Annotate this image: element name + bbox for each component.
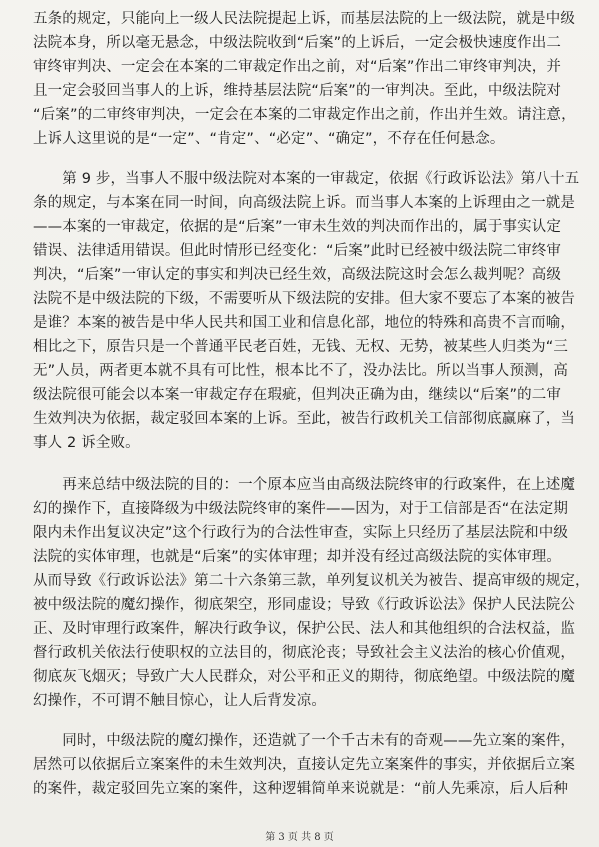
- text-line: 法院本身，所以毫无悬念，中级法院收到“后案”的上诉后，一定会极快速度作出二: [33, 35, 562, 51]
- paragraph: [33, 167, 580, 455]
- text-line: 幻的操作下，直接降级为中级法院终审的案件——因为，对于工信部是否“在法定期: [33, 501, 569, 517]
- paragraph: [33, 729, 576, 801]
- text-line: “后案”的二审终审判决，一定会在本案的二审裁定作出之前，作出并生效。请注意，: [33, 107, 576, 123]
- document-body: [33, 7, 590, 801]
- text-line: 条的规定，与本案在同一时间，向高级法院上诉。而当事人本案的上诉理由之一就是: [33, 195, 576, 211]
- text-line: ——本案的一审裁定，依据的是“后案”一审未生效的判决而作出的，属于事实认定: [33, 219, 562, 235]
- text-line: 被中级法院的魔幻操作，彻底架空，形同虚设；导致《行政诉讼法》保护人民法院公: [33, 597, 576, 613]
- text-line: 再来总结中级法院的目的：一个原本应当由高级法院终审的行政案件，在上述魔: [33, 477, 576, 493]
- text-line: 五条的规定，只能向上一级人民法院提起上诉，而基层法院的上一级法院，就是中级: [33, 11, 576, 27]
- text-line: 限内未作出复议决定”这个行政行为的合法性审查，实际上只经历了基层法院和中级: [33, 525, 569, 541]
- text-line: 督行政机关依法行使职权的立法目的，彻底沦丧；导致社会主义法治的核心价值观，: [33, 645, 576, 661]
- text-line: 审终审判决、一定会在本案的二审裁定作出之前，对“后案”作出二审终审判决，并: [33, 59, 562, 75]
- text-line: 居然可以依据后立案案件的未生效判决，直接认定先立案案件的事实，并依据后立案: [33, 757, 576, 773]
- text-line: 判决，“后案”一审认定的事实和判决已经生效，高级法院这时会怎么裁判呢？高级: [33, 267, 562, 283]
- text-line: 事人 2 诉全败。: [33, 435, 140, 451]
- page-footer: 第 3 页 共 8 页: [265, 832, 334, 843]
- text-line: 的案件，裁定驳回先立案的案件，这种逻辑简单来说就是：“前人先乘凉，后人后种: [33, 781, 569, 797]
- text-line: 相比之下，原告只是一个普通平民老百姓，无钱、无权、无势，被某些人归类为“三: [33, 339, 569, 355]
- paragraph-gap: [33, 713, 571, 729]
- text-line: 级法院很可能会以本案一审裁定存在瑕疵，但判决正确为由，继续以“后案”的二审: [33, 387, 562, 403]
- text-line: 彻底灰飞烟灭；导致广大人民群众，对公平和正义的期待，彻底绝望。中级法院的魔: [33, 669, 576, 685]
- paragraph: [33, 7, 576, 151]
- paragraph-gap: [33, 455, 571, 473]
- text-line: 从而导致《行政诉讼法》第二十六条第三款，单列复议机关为被告、提高审级的规定，: [33, 573, 590, 589]
- text-line: 是谁？本案的被告是中华人民共和国工业和信息化部，地位的特殊和高贵不言而喻，: [33, 315, 576, 331]
- text-line: 同时，中级法院的魔幻操作，还造就了一个千古未有的奇观——先立案的案件，: [33, 733, 576, 749]
- paragraph-gap: [33, 151, 571, 167]
- text-line: 第 9 步，当事人不服中级法院对本案的一审裁定，依据《行政诉讼法》第八十五: [33, 171, 580, 187]
- text-line: 幻操作，不可谓不触目惊心，让人后背发凉。: [33, 693, 326, 709]
- text-line: 错误、法律适用错误。但此时情形已经变化：“后案”此时已经被中级法院二审终审: [33, 243, 562, 259]
- text-line: 无”人员，两者更本就不具有可比性，根本比不了，没办法比。所以当事人预测，高: [33, 363, 569, 379]
- text-line: 生效判决为依据，裁定驳回本案的上诉。至此，被告行政机关工信部彻底赢麻了，当: [33, 411, 576, 427]
- paragraph: [33, 473, 590, 713]
- text-line: 法院的实体审理，也就是“后案”的实体审理；却并没有经过高级法院的实体审理。: [33, 549, 562, 565]
- text-line: 且一定会驳回当事人的上诉，维持基层法院“后案”的一审判决。至此，中级法院对: [33, 83, 562, 99]
- text-line: 法院不是中级法院的下级，不需要听从下级法院的安排。但大家不要忘了本案的被告: [33, 291, 576, 307]
- text-line: 上诉人这里说的是“一定”、“肯定”、“必定”、“确定”，不存在任何悬念。: [33, 131, 505, 147]
- text-line: 正、及时审理行政案件，解决行政争议，保护公民、法人和其他组织的合法权益，监: [33, 621, 576, 637]
